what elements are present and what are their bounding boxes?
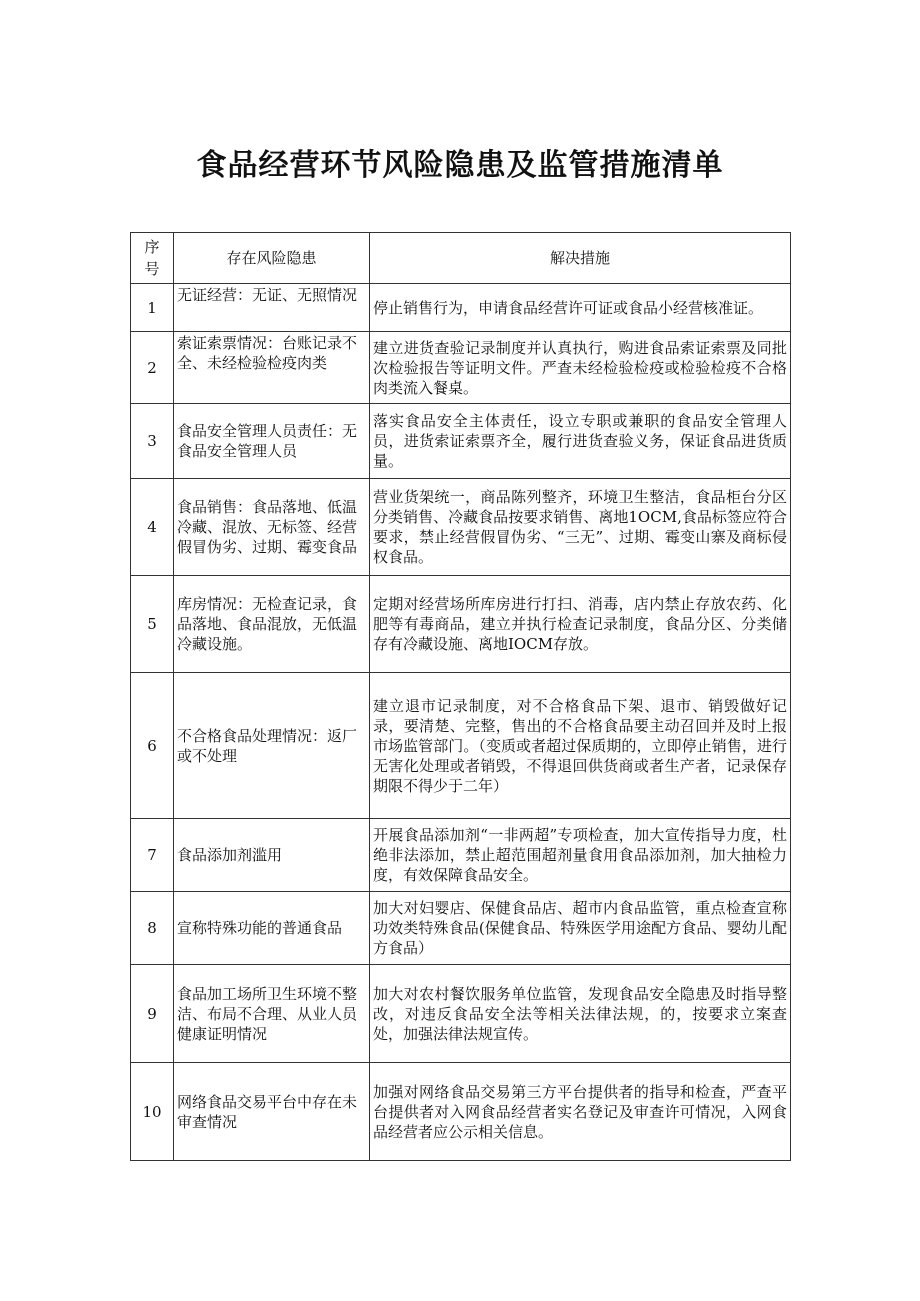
table-row	[131, 479, 791, 576]
row-number: 6	[131, 673, 174, 819]
row-number: 3	[131, 404, 174, 479]
header-measure: 解决措施	[370, 233, 791, 284]
row-risk: 宣称特殊功能的普通食品	[174, 892, 370, 965]
header-seq	[131, 233, 174, 284]
row-risk: 无证经营：无证、无照情况	[174, 284, 370, 332]
header-seq-line2: 号	[144, 260, 160, 278]
row-number: 10	[131, 1063, 174, 1161]
row-risk: 食品添加剂滥用	[174, 819, 370, 892]
row-measure: 定期对经营场所库房进行打扫、消毒，店内禁止存放农药、化肥等有毒商品，建立并执行检查记录制度，食品分区、分类储存有冷藏设施、离地IOCM存放。	[370, 576, 791, 673]
row-risk: 不合格食品处理情况：返厂或不处理	[174, 673, 370, 819]
row-measure: 停止销售行为，申请食品经营许可证或食品小经营核准证。	[370, 284, 791, 332]
table-row	[131, 673, 791, 819]
row-number: 2	[131, 332, 174, 404]
row-measure: 营业货架统一，商品陈列整齐，环境卫生整洁，食品柜台分区分类销售、冷藏食品按要求销售、离地1OCM,食品标签应符合要求，禁止经营假冒伪劣、“三无”、过期、霉变山寨及商标侵权食品。	[370, 479, 791, 576]
row-measure: 建立退市记录制度，对不合格食品下架、退市、销毁做好记录，要清楚、完整，售出的不合格食品要主动召回并及时上报市场监管部门。（变质或者超过保质期的，立即停止销售，进行无害化处理或者销毁，不得退回供货商或者生产者，记录保存期限不得少于二年）	[370, 673, 791, 819]
row-risk: 食品安全管理人员责任：无食品安全管理人员	[174, 404, 370, 479]
table-row	[131, 892, 791, 965]
row-number: 4	[131, 479, 174, 576]
table-header-row	[131, 233, 791, 284]
row-number: 7	[131, 819, 174, 892]
document-title: 食品经营环节风险隐患及监管措施清单	[196, 148, 724, 183]
header-seq-line1: 序	[144, 238, 160, 256]
row-number: 1	[131, 284, 174, 332]
row-measure: 加大对农村餐饮服务单位监管，发现食品安全隐患及时指导整改，对违反食品安全法等相关法律法规，的，按要求立案查处，加强法律法规宣传。	[370, 965, 791, 1063]
row-measure: 落实食品安全主体责任，设立专职或兼职的食品安全管理人员，进货索证索票齐全，履行进货查验义务，保证食品进货质量。	[370, 404, 791, 479]
row-risk: 食品销售：食品落地、低温冷藏、混放、无标签、经营假冒伪劣、过期、霉变食品	[174, 479, 370, 576]
table-row	[131, 404, 791, 479]
table-row	[131, 819, 791, 892]
row-measure: 建立进货查验记录制度并认真执行，购进食品索证索票及同批次检验报告等证明文件。严查未经检验检疫或检验检疫不合格肉类流入餐桌。	[370, 332, 791, 404]
row-risk: 网络食品交易平台中存在未审查情况	[174, 1063, 370, 1161]
table-row	[131, 965, 791, 1063]
row-risk: 索证索票情况：台账记录不全、未经检验检疫肉类	[174, 332, 370, 404]
row-number: 5	[131, 576, 174, 673]
table-row	[131, 284, 791, 332]
row-risk: 食品加工场所卫生环境不整洁、布局不合理、从业人员健康证明情况	[174, 965, 370, 1063]
row-number: 8	[131, 892, 174, 965]
row-measure: 加大对妇婴店、保健食品店、超市内食品监管，重点检查宣称功效类特殊食品(保健食品、特殊医学用途配方食品、婴幼儿配方食品）	[370, 892, 791, 965]
row-measure: 开展食品添加剂“一非两超”专项检查，加大宣传指导力度，杜绝非法添加，禁止超范围超剂量食用食品添加剂，加大抽检力度，有效保障食品安全。	[370, 819, 791, 892]
row-number: 9	[131, 965, 174, 1063]
row-risk: 库房情况：无检查记录，食品落地、食品混放，无低温冷藏设施。	[174, 576, 370, 673]
row-measure: 加强对网络食品交易第三方平台提供者的指导和检查，严查平台提供者对入网食品经营者实名登记及审查许可情况，入网食品经营者应公示相关信息。	[370, 1063, 791, 1161]
risk-measures-table	[130, 232, 791, 1161]
table-row	[131, 1063, 791, 1161]
table-row	[131, 332, 791, 404]
table-row	[131, 576, 791, 673]
header-risk: 存在风险隐患	[174, 233, 370, 284]
